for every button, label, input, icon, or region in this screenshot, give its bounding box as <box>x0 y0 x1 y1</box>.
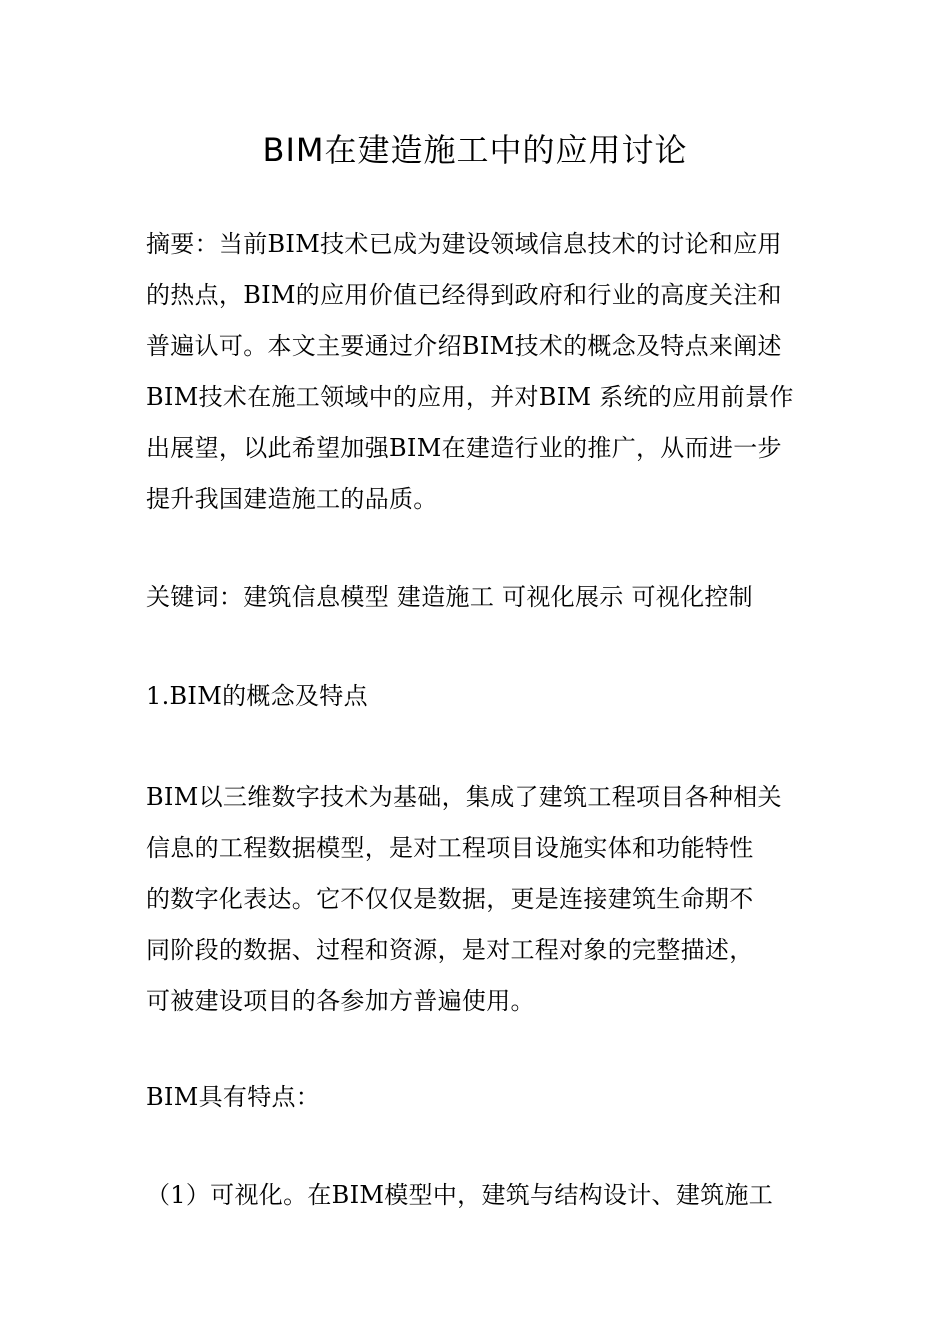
section-body-paragraph <box>146 772 810 1027</box>
abstract-line: 出展望，以此希望加强BIM在建造行业的推广，从而进一步 <box>146 434 782 462</box>
body-line: BIM以三维数字技术为基础，集成了建筑工程项目各种相关 <box>146 783 782 811</box>
abstract-paragraph <box>146 219 810 525</box>
feature-item-paragraph <box>146 1170 810 1221</box>
feature-item-line: （1）可视化。在BIM模型中，建筑与结构设计、建筑施工 <box>146 1181 774 1209</box>
body-line: 的数字化表达。它不仅仅是数据，更是连接建筑生命期不 <box>146 885 754 913</box>
abstract-line: 普遍认可。本文主要通过介绍BIM技术的概念及特点来阐述 <box>146 332 782 360</box>
abstract-line: 提升我国建造施工的品质。 <box>146 485 438 513</box>
section-heading-line: 1.BIM的概念及特点 <box>146 682 368 710</box>
body-line: 同阶段的数据、过程和资源，是对工程对象的完整描述， <box>146 936 754 964</box>
document-title: BIM在建造施工中的应用讨论 <box>262 131 688 169</box>
abstract-line: BIM技术在施工领域中的应用，并对BIM 系统的应用前景作 <box>146 383 794 411</box>
abstract-line: 的热点，BIM的应用价值已经得到政府和行业的高度关注和 <box>146 281 782 309</box>
keywords-paragraph <box>146 572 810 623</box>
features-intro-line: BIM具有特点： <box>146 1083 321 1111</box>
body-line: 可被建设项目的各参加方普遍使用。 <box>146 987 535 1015</box>
features-intro-paragraph <box>146 1072 810 1123</box>
abstract-line: 摘要：当前BIM技术已成为建设领域信息技术的讨论和应用 <box>146 230 782 258</box>
keywords-line: 关键词：建筑信息模型 建造施工 可视化展示 可视化控制 <box>146 583 753 611</box>
body-line: 信息的工程数据模型，是对工程项目设施实体和功能特性 <box>146 834 754 862</box>
section-heading <box>146 671 810 722</box>
